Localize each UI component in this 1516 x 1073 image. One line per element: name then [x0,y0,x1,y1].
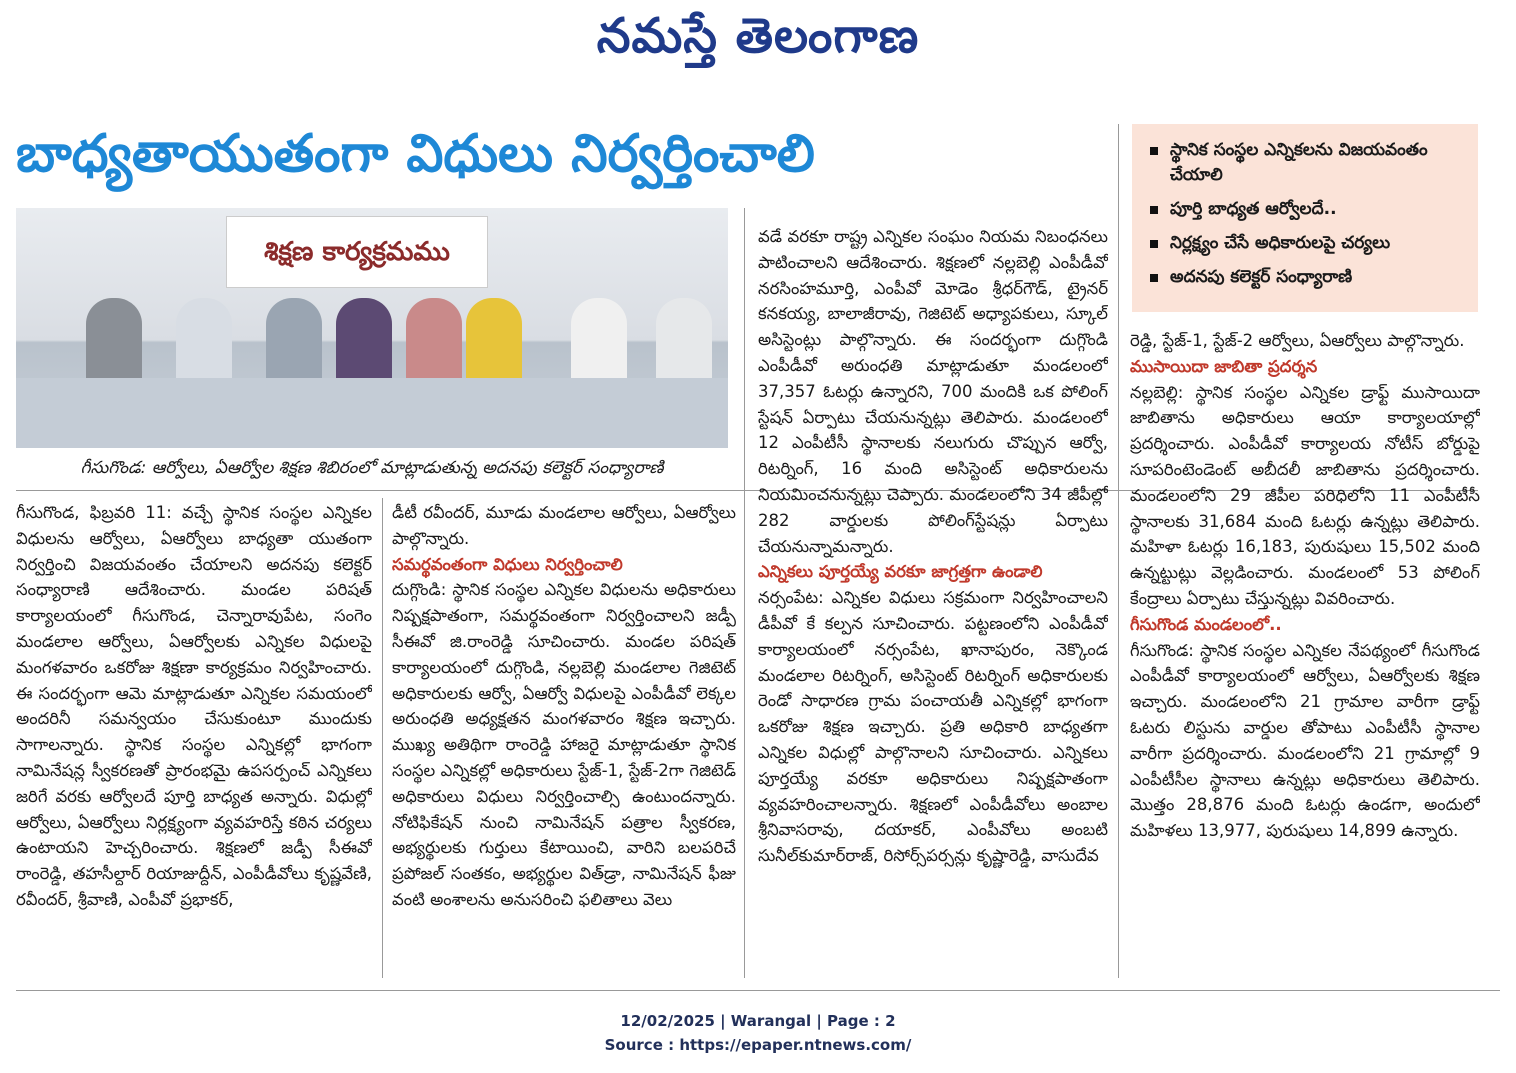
footer-date-edition: 12/02/2025 | Warangal | Page : 2 [620,1012,896,1030]
bullet-square-icon [1150,147,1158,155]
column-divider [744,208,745,978]
article-text: నర్సంపేట: ఎన్నికల విధులు సక్రమంగా నిర్వహించాలని డీపీవో కే కల్పన సూచించారు. పట్టణంలోని ఎంపీడీవో కార్యాలయంలో నర్సంపేట, ఖానాపురం, నెక్కొండ మండలాల రిటర్నింగ్, అసిస్టెంట్ రిటర్నింగ్ అధికారులకు రెండో సాధారణ గ్రామ పంచాయతీ ఎన్నికల్లో భాగంగా ఒకరోజు శిక్షణ ఇచ్చారు. ప్రతి అధికారి బాధ్యతగా ఎన్నికల విధుల్లో పాల్గొనాలని సూచించారు. ఎన్నికలు పూర్తయ్యే వరకూ అధికారులు నిష్పక్షపాతంగా వ్యవహరించాలన్నారు. శిక్షణలో ఎంపీడీవోలు అంబాల శ్రీనివాసరావు, దయాకర్, ఎంపీవోలు అంబటి సునీల్‌కుమార్‌రాజ్, రిసోర్స్‌పర్సన్లు కృష్ణారెడ్డి, వాసుదేవ [758,588,1108,866]
highlight-item: అదనపు కలెక్టర్ సంధ్యారాణి [1150,265,1466,290]
highlight-item: స్థానిక సంస్థల ఎన్నికలను విజయవంతం చేయాలి [1150,138,1466,188]
headline: బాధ్యతాయుతంగా విధులు నిర్వర్తించాలి [16,124,815,184]
subheading: ముసాయిదా జాబితా ప్రదర్శన [1130,356,1318,376]
photo-person [656,298,712,388]
highlights-box [1132,124,1478,312]
subheading: ఎన్నికలు పూర్తయ్యే వరకూ జాగ్రత్తగా ఉండాలి [758,562,1043,582]
bullet-square-icon [1150,206,1158,214]
photo-person [571,298,627,388]
article-column-1 [16,500,372,980]
photo-person [466,298,522,388]
article-column-2 [392,500,736,980]
masthead-logo: నమస్తే తెలంగాణ [596,8,920,64]
article-text: దుగ్గొండి: స్థానిక సంస్థల ఎన్నికల విధులను అధికారులు నిష్పక్షపాతంగా, సమర్థవంతంగా నిర్వర్తించాలని జడ్పీ సీఈవో జి.రాంరెడ్డి సూచించారు. మండల పరిషత్ కార్యాలయంలో దుగ్గొండి, నల్లబెల్లి మండలాల గెజిటెట్ అధికారులకు ఆర్వో, ఏఆర్వో విధులపై ఎంపీడీవో లెక్కల అరుంధతి అధ్యక్షతన మంగళవారం శిక్షణ ఇచ్చారు. ముఖ్య అతిథిగా రాంరెడ్డి హాజరై మాట్లాడుతూ స్థానిక సంస్థల ఎన్నికల్లో అధికారులు స్టేజ్-1, స్టేజ్-2గా గెజిటెడ్ అధికారులు విధులు నిర్వర్తించాల్సి ఉంటుందన్నారు. నోటిఫికేషన్ నుంచి నామినేషన్ పత్రాల స్వీకరణ, అభ్యర్థులకు గుర్తులు కేటాయించి, వారిని బలపరిచే ప్రపోజల్ సంతకం, అభ్యర్థుల విత్‌డ్రా, నామినేషన్ ఫీజు వంటి అంశాలను అనుసరించి ఫలితాలు వెలు [392,580,736,909]
highlight-item: పూర్తి బాధ్యత ఆర్వోలదే.. [1150,197,1466,222]
photo-person [406,298,462,388]
photo-person [266,298,322,388]
article-text: నల్లబెల్లి: స్థానిక సంస్థల ఎన్నికల డ్రాఫ్ట్ ముసాయిదా జాబితాను అధికారులు ఆయా కార్యాలయాల్లో ప్రదర్శించారు. ఎంపీడీవో కార్యాలయ నోటీస్ బోర్డుపై సూపరింటెండెంట్ అబీదలీ జాబితాను ప్రదర్శించారు. మండలంలోని 29 జీపీల పరిధిలోని 11 ఎంపీటీసీ స్థానాలకు 31,684 మంది ఓటర్లు ఉన్నట్లు తెలిపారు. మహిళా ఓటర్లు 16,183, పురుషులు 15,502 మంది ఉన్నట్టుట్లు వెల్లడించారు. మండలంలో 53 పోలింగ్ కేంద్రాలు ఏర్పాటు చేస్తున్నట్లు వివరించారు. [1130,382,1480,608]
column-divider [1118,124,1119,978]
photo-person [86,298,142,388]
highlight-item: నిర్లక్ష్యం చేసే అధికారులపై చర్యలు [1150,231,1466,256]
article-column-4 [1130,328,1480,980]
subheading: గీసుగొండ మండలంలో.. [1130,614,1282,634]
subheading: సమర్థవంతంగా విధులు నిర్వర్తించాలి [392,554,623,574]
photo-table [16,378,728,448]
photo-person [176,298,232,388]
training-banner: శిక్షణ కార్యక్రమము [226,216,488,288]
article-text: డీటీ రవీందర్, మూడు మండలాల ఆర్వోలు, ఏఆర్వోలు పాల్గొన్నారు. [392,503,736,548]
photo-person [336,298,392,388]
article-text: గీసుగొండ: స్థానిక సంస్థల ఎన్నికల నేపథ్యంలో గీసుగొండ ఎంపీడీవో కార్యాలయంలో ఆర్వోలు, ఏఆర్వోలకు శిక్షణ ఇచ్చారు. మండలంలోని 21 గ్రామాల వారీగా డ్రాఫ్ట్ ఓటరు లిస్టును వార్డుల తోపాటు ఎంపీటీసీ స్థానాల వారీగా ప్రదర్శించారు. మండలంలోని 21 గ్రామాల్లో 9 ఎంపీటీసీల స్థానాలు ఉన్నట్లు అధికారులు తెలిపారు. మొత్తం 28,876 మంది ఓటర్లు ఉండగా, అందులో మహిళలు 13,977, పురుషులు 14,899 ఉన్నారు. [1130,640,1480,841]
article-text: గీసుగొండ, ఫిబ్రవరి 11: వచ్చే స్థానిక సంస్థల ఎన్నికల విధులను ఆర్వోలు, ఏఆర్వోలు బాధ్యతా యుతంగా నిర్వర్తించి విజయవంతం చేయాలని అదనపు కలెక్టర్ సంధ్యారాణి ఆదేశించారు. మండల పరిషత్ కార్యాలయంలో గీసుగొండ, చెన్నారావుపేట, సంగెం మండలాల ఆర్వోలు, ఏఆర్వోలకు ఎన్నికల విధులపై మంగళవారం ఒకరోజు శిక్షణా కార్యక్రమం నిర్వహించారు. ఈ సందర్భంగా ఆమె మాట్లాడుతూ ఎన్నికల సమయంలో అందరినీ సమన్వయం చేసుకుంటూ ముందుకు సాగాలన్నారు. స్థానిక సంస్థల ఎన్నికల్లో భాగంగా నామినేషన్ల స్వీకరణతో ప్రారంభమై ఉపసర్పంచ్ ఎన్నికలు జరిగే వరకు ఆర్వోలదే పూర్తి బాధ్యత అన్నారు. విధుల్లో ఆర్వోలు, ఏఆర్వోలు నిర్లక్ష్యంగా వ్యవహరిస్తే కఠిన చర్యలు ఉంటాయని హెచ్చరించారు. శిక్షణలో జడ్పీ సీఈవో రాంరెడ్డి, తహసీల్దార్ రియాజుద్దీన్, ఎంపీడీవోలు కృష్ణవేణి, రవీందర్, శ్రీవాణి, ఎంపీవో ప్రభాకర్, [16,503,372,909]
news-photo [16,208,728,448]
bullet-square-icon [1150,274,1158,282]
article-column-3 [758,224,1108,980]
article-text: రెడ్డి, స్టేజ్-1, స్టేజ్-2 ఆర్వోలు, ఏఆర్వోలు పాల్గొన్నారు. [1130,331,1465,350]
bullet-square-icon [1150,240,1158,248]
article-text: వడే వరకూ రాష్ట్ర ఎన్నికల సంఘం నియమ నిబంధనలు పాటించాలని ఆదేశించారు. శిక్షణలో నల్లబెల్లి ఎంపీడీవో నరసింహమూర్తి, ఎంపీవో మోడెం శ్రీధర్‌గౌడ్, ట్రైనర్ కనకయ్య, బాలాజీరావు, గెజిటెట్ అధ్యాపకులు, స్కూల్ అసిస్టెంట్లు పాల్గొన్నారు. ఈ సందర్భంగా దుగ్గొండి ఎంపీడీవో అరుంధతి మాట్లాడుతూ మండలంలో 37,357 ఓటర్లు ఉన్నారని, 700 మందికి ఒక పోలింగ్ స్టేషన్ ఏర్పాటు చేయనున్నట్లు తెలిపారు. మండలంలో 12 ఎంపీటీసీ స్థానాలకు నలుగురు చొప్పున ఆర్వో, రిటర్నింగ్, 16 మంది అసిస్టెంట్ అధికారులను నియమించనున్నట్లు చెప్పారు. మండలంలోని 34 జీపీల్లో 282 వార్డులకు పోలింగ్‌స్టేషన్లు ఏర్పాటు చేయనున్నామన్నారు. [758,227,1108,556]
footer-source: Source : https://epaper.ntnews.com/ [604,1036,912,1054]
column-divider [382,498,383,978]
photo-caption: గీసుగొండ: ఆర్వోలు, ఏఆర్వోల శిక్షణ శిబిరంలో మాట్లాడుతున్న అదనపు కలెక్టర్ సంధ్యారాణి [80,458,664,478]
footer-divider [16,990,1500,991]
